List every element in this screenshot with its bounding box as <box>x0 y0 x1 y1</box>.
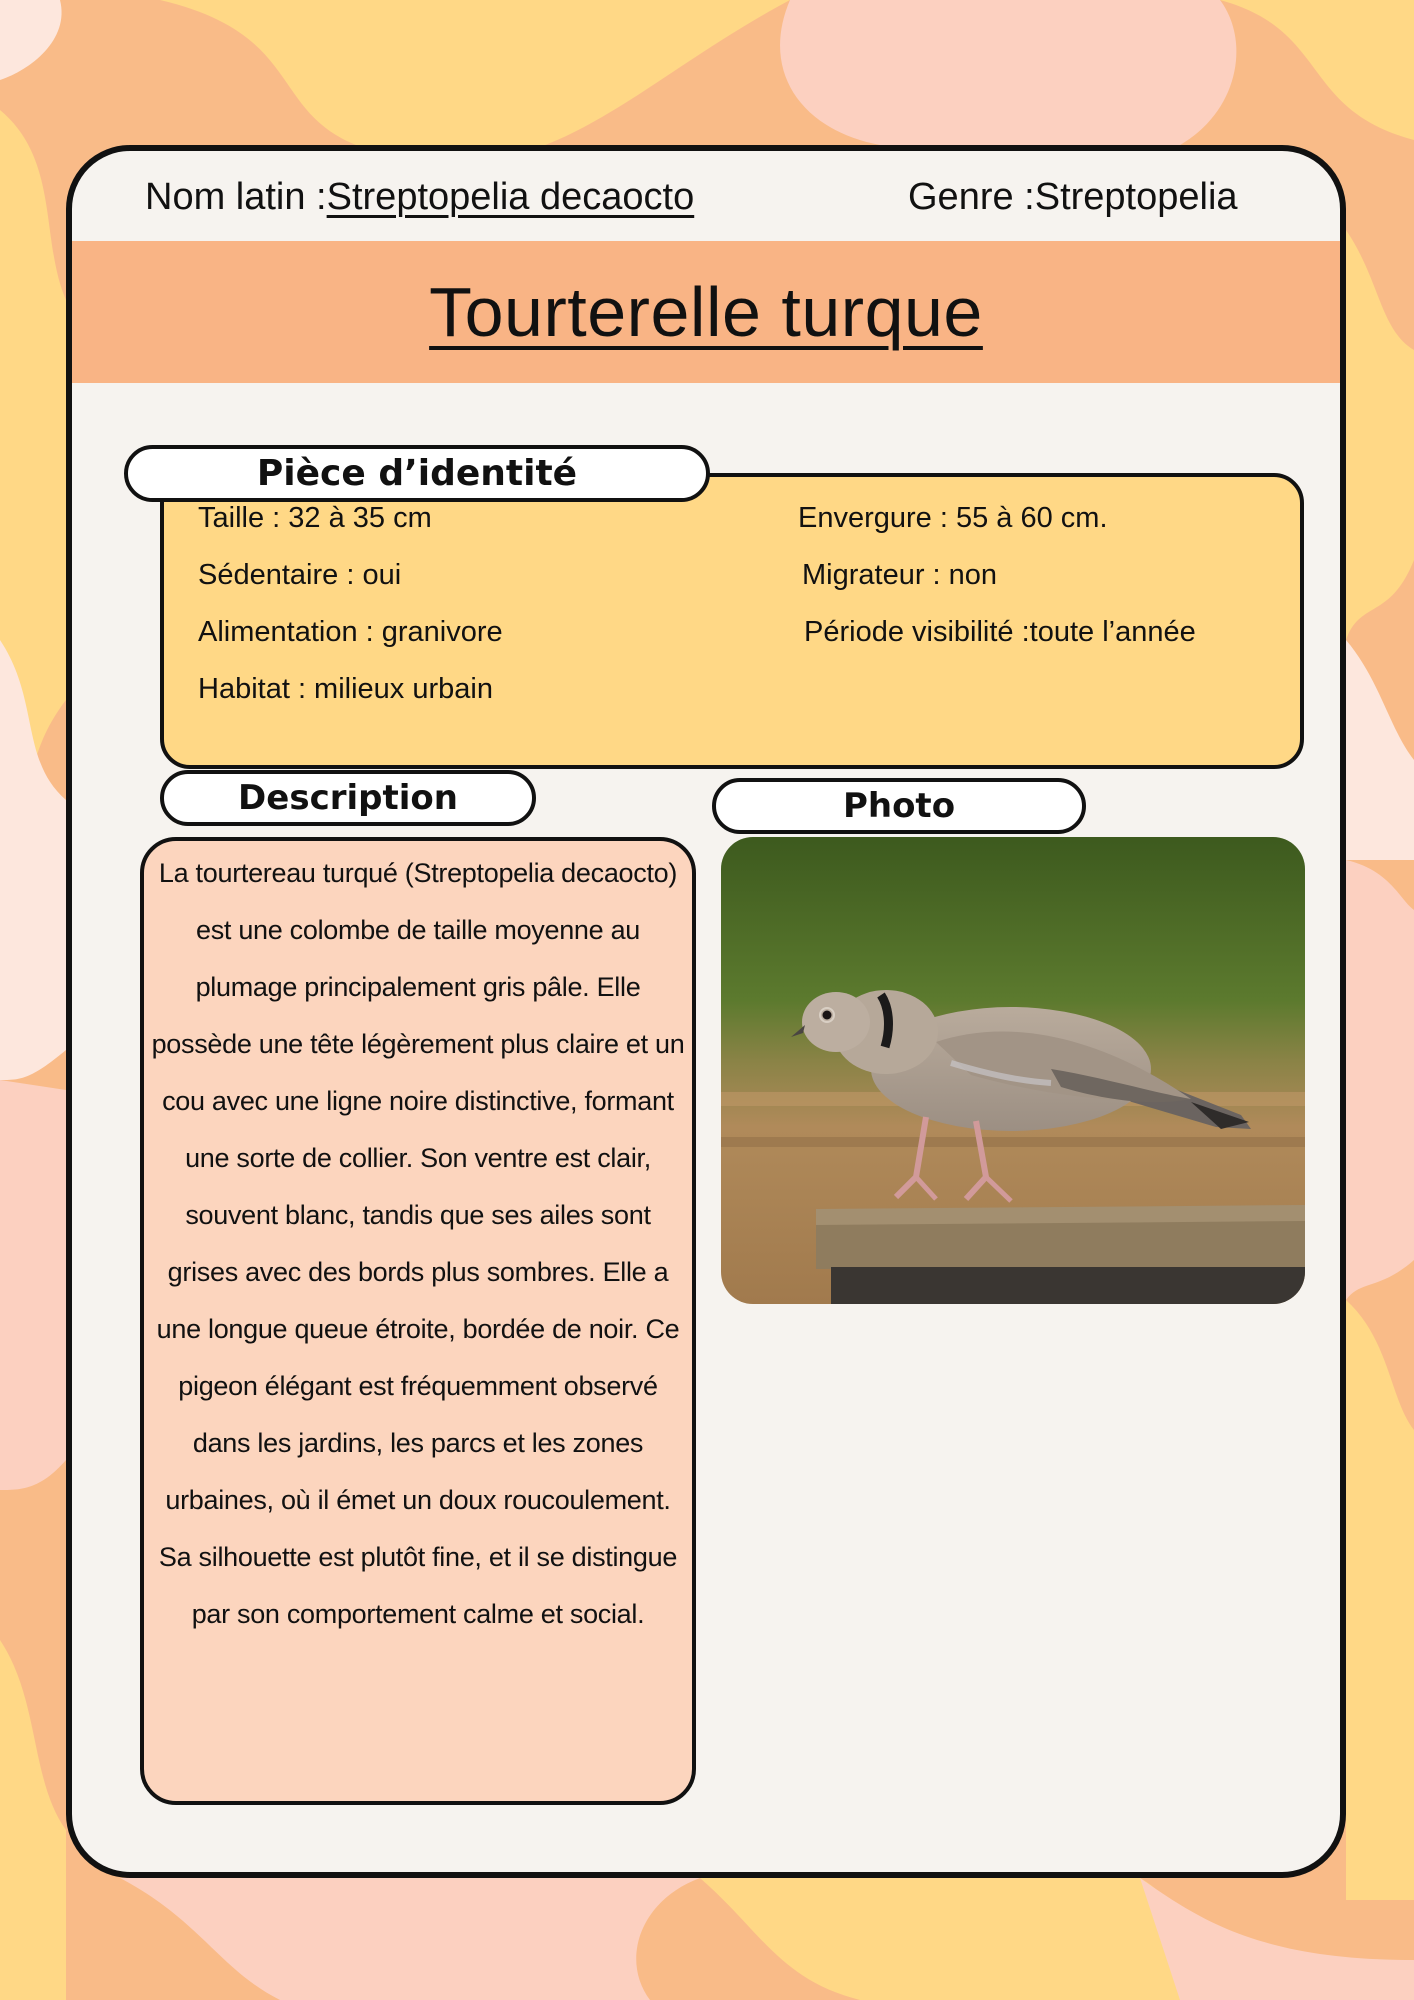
description-box <box>140 837 696 1805</box>
identity-migrateur: Migrateur : non <box>802 559 998 591</box>
identity-habitat: Habitat : milieux urbain <box>198 673 493 705</box>
description-text: La tourtereau turqué (Streptopelia decaocto) est une colombe de taille moyenne au plumage principalement gris pâle. Elle possède une tête légèrement plus claire et un cou avec une ligne noire distinctive, formant une sorte de collier. Son ventre est clair, souvent blanc, tandis que ses ailes sont grises avec des bords plus sombres. Elle a une longue queue étroite, bordée de noir. Ce pigeon élégant est fréquemment observé dans les jardins, les parcs et les zones urbaines, où il émet un doux roucoulement. Sa silhouette est plutôt fine, et il se distingue par son comportement calme et social. <box>151 858 685 1629</box>
genre-value: Streptopelia <box>1034 176 1238 218</box>
genre-line <box>908 175 1238 221</box>
species-card <box>66 145 1346 1878</box>
title-band <box>72 241 1340 383</box>
description-heading: Description <box>160 770 536 826</box>
latin-name-line <box>145 175 694 221</box>
latin-name-label: Nom latin : <box>145 176 327 218</box>
page-title: Tourterelle turque <box>429 273 983 351</box>
identity-heading: Pièce d’identité <box>124 445 710 502</box>
photo-heading: Photo <box>712 778 1086 834</box>
identity-taille: Taille : 32 à 35 cm <box>198 502 432 534</box>
identity-envergure: Envergure : 55 à 60 cm. <box>798 502 1108 534</box>
identity-sedentaire: Sédentaire : oui <box>198 559 402 591</box>
dove-photo <box>721 837 1305 1304</box>
identity-alimentation: Alimentation : granivore <box>198 616 503 648</box>
latin-name-value: Streptopelia decaocto <box>326 176 695 218</box>
identity-box <box>160 473 1304 769</box>
genre-label: Genre : <box>908 176 1035 218</box>
identity-periode: Période visibilité :toute l’année <box>804 616 1196 648</box>
